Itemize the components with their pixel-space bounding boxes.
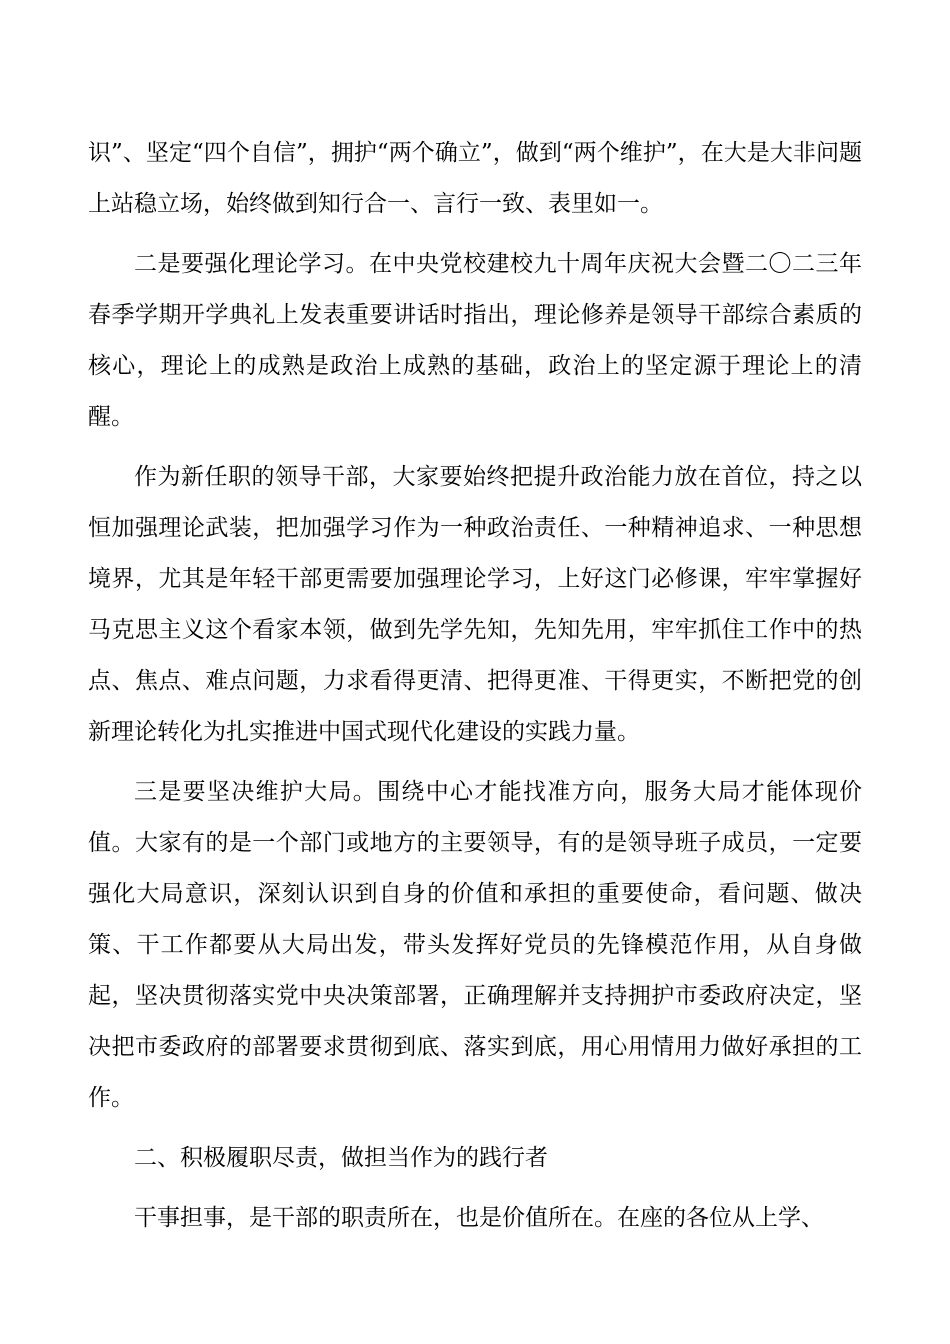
section-heading: 二、积极履职尽责，做担当作为的践行者 <box>134 1145 548 1171</box>
document-page <box>88 128 862 1253</box>
paragraph-overall-situation: 三是要坚决维护大局。围绕中心才能找准方向，服务大局才能体现价值。大家有的是一个部门或地方的主要领导，有的是领导班子成员，一定要强化大局意识，深刻认识到自身的价值和承担的重要使命，看问题、做决策、干工作都要从大局出发，带头发挥好党员的先锋模范作用，从自身做起，坚决贯彻落实党中央决策部署，正确理解并支持拥护市委政府决定，坚决把市委政府的部署要求贯彻到底、落实到底，用心用情用力做好承担的工作。 <box>88 779 862 1111</box>
paragraph-theory-study: 二是要强化理论学习。在中央党校建校九十周年庆祝大会暨二〇二三年春季学期开学典礼上发表重要讲话时指出，理论修养是领导干部综合素质的核心，理论上的成熟是政治上成熟的基础，政治上的坚定源于理论上的清醒。 <box>88 251 862 430</box>
paragraph-continuation: 识”、坚定“四个自信”，拥护“两个确立”，做到“两个维护”，在大是大非问题上站稳立场，始终做到知行合一、言行一致、表里如一。 <box>88 140 862 217</box>
paragraph-duty: 干事担事，是干部的职责所在，也是价值所在。在座的各位从上学、 <box>134 1205 824 1231</box>
paragraph-new-leaders: 作为新任职的领导干部，大家要始终把提升政治能力放在首位，持之以恒加强理论武装，把加强学习作为一种政治责任、一种精神追求、一种思想境界，尤其是年轻干部更需要加强理论学习，上好这门必修课，牢牢掌握好马克思主义这个看家本领，做到先学先知，先知先用，牢牢抓住工作中的热点、焦点、难点问题，力求看得更清、把得更准、干得更实，不断把党的创新理论转化为扎实推进中国式现代化建设的实践力量。 <box>88 464 862 745</box>
